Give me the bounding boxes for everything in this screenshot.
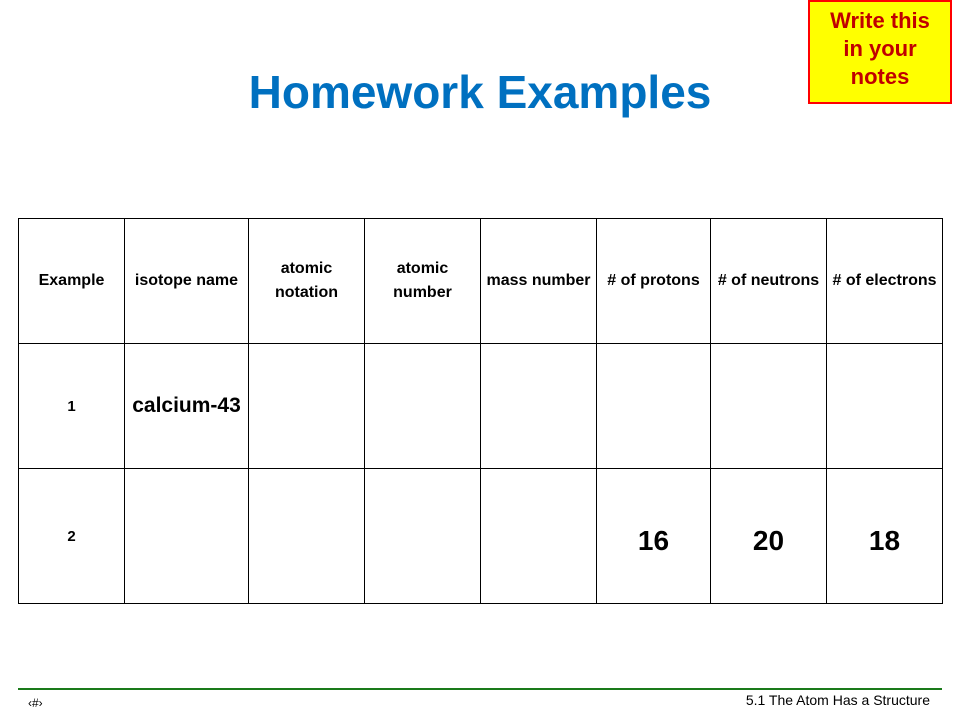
homework-table	[18, 218, 943, 604]
row-1-mass-number	[481, 344, 597, 469]
row-2-example: 2	[19, 469, 125, 604]
header-isotope-name: isotope name	[125, 219, 249, 344]
write-in-notes-callout	[808, 0, 952, 104]
row-1-atomic-number	[365, 344, 481, 469]
header-mass-number: mass number	[481, 219, 597, 344]
callout-line-3: notes	[850, 64, 910, 89]
row-2-mass-number	[481, 469, 597, 604]
footer-section-label: 5.1 The Atom Has a Structure	[745, 692, 930, 708]
row-1-neutrons	[711, 344, 827, 469]
header-neutrons: # of neutrons	[711, 219, 827, 344]
row-2-atomic-number	[365, 469, 481, 604]
header-protons: # of protons	[597, 219, 711, 344]
callout-line-2: in your	[843, 36, 917, 61]
row-2-isotope-name	[125, 469, 249, 604]
header-atomic-number: atomic number	[365, 219, 481, 344]
slide-number: ‹#›	[28, 696, 43, 710]
row-2-neutrons: 20	[711, 469, 827, 604]
header-example: Example	[19, 219, 125, 344]
row-1-protons	[597, 344, 711, 469]
table-row	[19, 344, 943, 469]
footer-divider	[18, 688, 942, 690]
callout-line-1: Write this	[830, 8, 930, 33]
row-2-atomic-notation	[249, 469, 365, 604]
row-1-electrons	[827, 344, 943, 469]
row-1-isotope-name: calcium-43	[125, 344, 249, 469]
row-2-protons: 16	[597, 469, 711, 604]
table-header-row	[19, 219, 943, 344]
row-2-electrons: 18	[827, 469, 943, 604]
header-electrons: # of electrons	[827, 219, 943, 344]
row-1-example: 1	[19, 344, 125, 469]
row-1-atomic-notation	[249, 344, 365, 469]
slide-title: Homework Examples	[248, 66, 712, 118]
table-row	[19, 469, 943, 604]
header-atomic-notation: atomic notation	[249, 219, 365, 344]
